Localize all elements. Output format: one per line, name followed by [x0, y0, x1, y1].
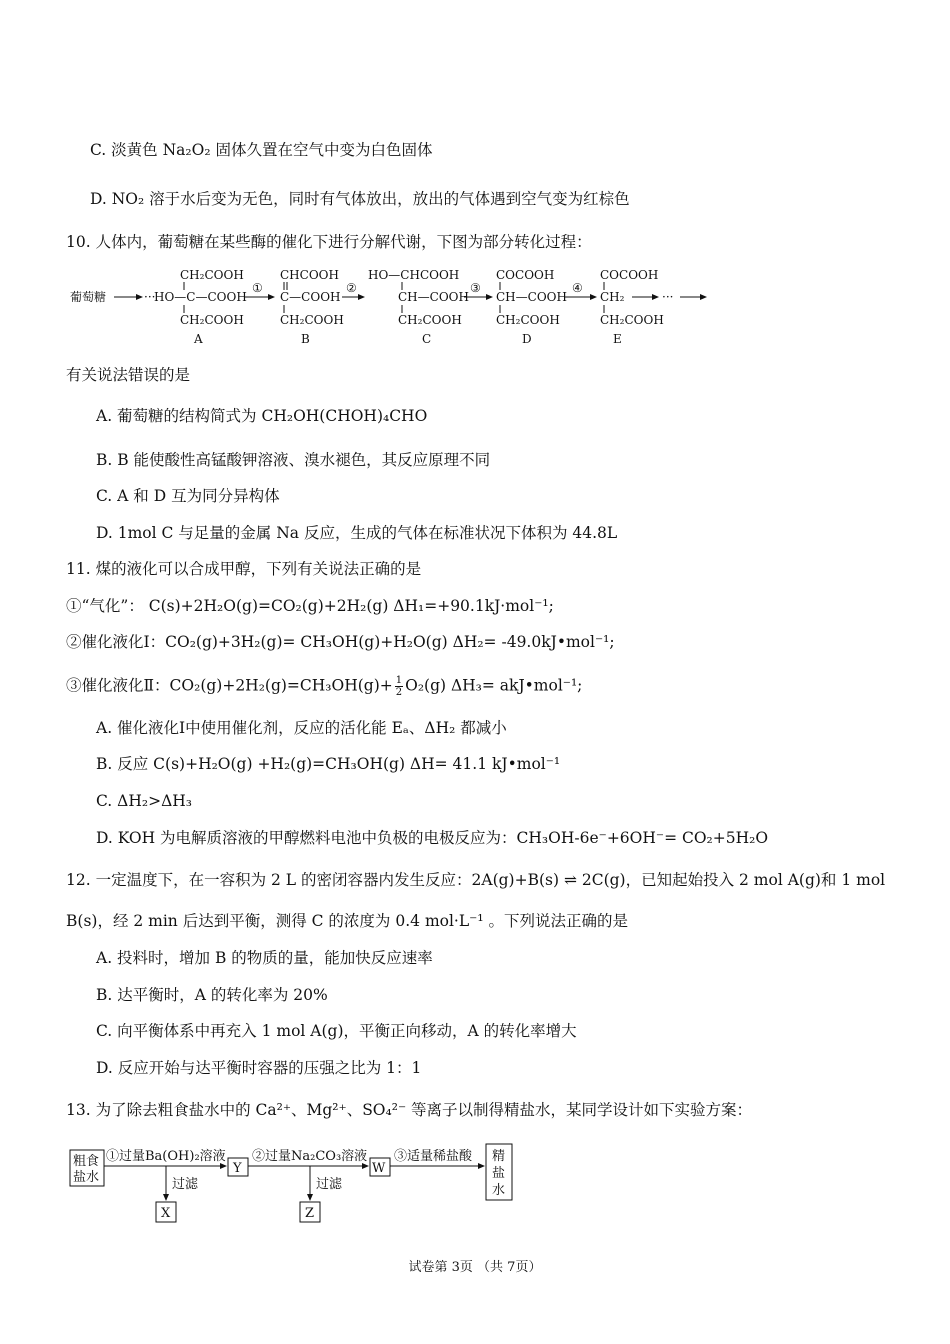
- step-1: ①: [252, 281, 263, 295]
- q12-option-c: C. 向平衡体系中再充入 1 mol A(g)，平衡正向移动，A 的转化率增大: [96, 1022, 577, 1040]
- q11-option-d: D. KOH 为电解质溶液的甲醇燃料电池中负极的电极反应为：CH₃OH-6e⁻+6OH⁻= CO₂+5H₂O: [96, 829, 769, 847]
- dots-right: ···: [662, 290, 674, 304]
- flow-filter-1: 过滤: [172, 1177, 199, 1192]
- flow-step-1: ①过量Ba(OH)₂溶液: [106, 1149, 226, 1164]
- q12-option-a: A. 投料时，增加 B 的物质的量，能加快反应速率: [96, 949, 433, 967]
- compound-a-label: A: [194, 332, 203, 346]
- compound-b-label: B: [301, 332, 310, 346]
- compound-b-mid: C—COOH: [280, 290, 341, 304]
- compound-c-mid: CH—COOH: [398, 290, 469, 304]
- q10-option-c: C. A 和 D 互为同分异构体: [96, 487, 280, 505]
- compound-a-bot: CH₂COOH: [180, 313, 244, 327]
- compound-e-label: E: [613, 332, 622, 346]
- compound-e-bot: CH₂COOH: [600, 313, 664, 327]
- q11-reaction-3: [66, 675, 582, 698]
- flow-box-crude-2: 盐水: [73, 1170, 100, 1185]
- page-footer: 试卷第 3页 （共 7页）: [408, 1260, 542, 1275]
- compound-e-mid: CH₂: [600, 290, 625, 304]
- step-4: ④: [572, 281, 583, 295]
- compound-b-top: CHCOOH: [280, 268, 339, 282]
- compound-a-mid: HO—C—COOH: [154, 290, 247, 304]
- q13-flow-diagram: [66, 1138, 526, 1228]
- q13-stem: 13. 为了除去粗食盐水中的 Ca²⁺、Mg²⁺、SO₄²⁻ 等离子以制得精盐水，某同学设计如下实验方案：: [66, 1101, 753, 1119]
- flow-w: W: [372, 1161, 386, 1176]
- compound-d-mid: CH—COOH: [496, 290, 567, 304]
- flow-step-2: ②过量Na₂CO₃溶液: [252, 1149, 368, 1164]
- q10-ask: 有关说法错误的是: [66, 366, 191, 384]
- compound-c-top: HO—CHCOOH: [368, 268, 460, 282]
- dots-left: ···: [144, 290, 156, 304]
- flow-filter-2: 过滤: [316, 1177, 343, 1192]
- flow-step-3: ③适量稀盐酸: [394, 1149, 473, 1164]
- flow-y: Y: [233, 1161, 242, 1176]
- flow-z: Z: [305, 1206, 315, 1221]
- step-2: ②: [346, 281, 357, 295]
- one-half-fraction: $\frac{1}{2}$: [395, 675, 403, 698]
- q10-stem: 10. 人体内，葡萄糖在某些酶的催化下进行分解代谢，下图为部分转化过程：: [66, 233, 592, 251]
- q12-stem-line-2: B(s)，经 2 min 后达到平衡，测得 C 的浓度为 0.4 mol·L⁻¹ 。下列说法正确的是: [66, 912, 628, 930]
- q10-option-a: A. 葡萄糖的结构简式为 CH₂OH(CHOH)₄CHO: [96, 407, 428, 425]
- q11-option-b: B. 反应 C(s)+H₂O(g) +H₂(g)=CH₃OH(g) ΔH= 41.1 kJ•mol⁻¹: [96, 755, 561, 773]
- q11-option-a: A. 催化液化Ⅰ中使用催化剂，反应的活化能 Eₐ、ΔH₂ 都减小: [96, 719, 507, 737]
- q10-reaction-diagram: [66, 262, 726, 350]
- glucose-label: 葡萄糖: [70, 290, 107, 304]
- q9-option-c: C. 淡黄色 Na₂O₂ 固体久置在空气中变为白色固体: [90, 141, 433, 159]
- compound-d-top: COCOOH: [496, 268, 555, 282]
- flow-out-3: 水: [492, 1183, 506, 1198]
- flow-out-1: 精: [492, 1149, 506, 1164]
- q12-option-d: D. 反应开始与达平衡时容器的压强之比为 1：1: [96, 1059, 422, 1077]
- q10-option-d: D. 1mol C 与足量的金属 Na 反应，生成的气体在标准状况下体积为 44.8L: [96, 524, 618, 542]
- q11-reaction-2: ②催化液化Ⅰ：CO₂(g)+3H₂(g)= CH₃OH(g)+H₂O(g) ΔH₂= -49.0kJ•mol⁻¹;: [66, 633, 615, 651]
- compound-c-label: C: [422, 332, 432, 346]
- q11-stem: 11. 煤的液化可以合成甲醇，下列有关说法正确的是: [66, 560, 422, 578]
- flow-box-crude-1: 粗食: [73, 1154, 100, 1169]
- q12-stem-line-1: 12. 一定温度下，在一容积为 2 L 的密闭容器内发生反应：2A(g)+B(s) ⇌ 2C(g)，已知起始投入 2 mol A(g)和 1 mol: [66, 871, 886, 889]
- flow-x: X: [161, 1206, 171, 1221]
- q10-option-b: B. B 能使酸性高锰酸钾溶液、溴水褪色，其反应原理不同: [96, 451, 491, 469]
- q11-reaction-3-left: ③催化液化Ⅱ：CO₂(g)+2H₂(g)=CH₃OH(g)+: [66, 676, 393, 695]
- q11-option-c: C. ΔH₂>ΔH₃: [96, 792, 192, 810]
- compound-e-top: COCOOH: [600, 268, 659, 282]
- q9-option-d: D. NO₂ 溶于水后变为无色，同时有气体放出，放出的气体遇到空气变为红棕色: [90, 190, 630, 208]
- compound-d-bot: CH₂COOH: [496, 313, 560, 327]
- compound-b-bot: CH₂COOH: [280, 313, 344, 327]
- q12-option-b: B. 达平衡时，A 的转化率为 20%: [96, 986, 328, 1004]
- q11-reaction-1: ①“气化”： C(s)+2H₂O(g)=CO₂(g)+2H₂(g) ΔH₁=+90.1kJ·mol⁻¹;: [66, 597, 554, 615]
- flow-out-2: 盐: [492, 1166, 506, 1181]
- q11-reaction-3-right: O₂(g) ΔH₃= akJ•mol⁻¹;: [405, 676, 583, 695]
- compound-d-label: D: [522, 332, 532, 346]
- compound-c-bot: CH₂COOH: [398, 313, 462, 327]
- step-3: ③: [470, 281, 481, 295]
- compound-a-top: CH₂COOH: [180, 268, 244, 282]
